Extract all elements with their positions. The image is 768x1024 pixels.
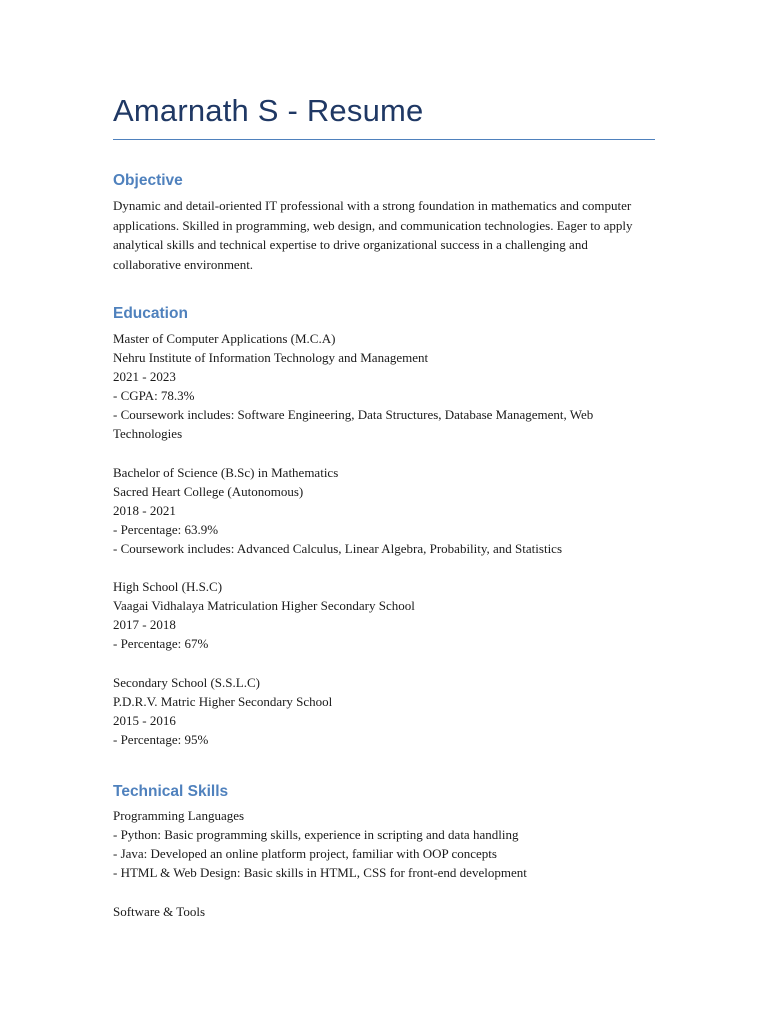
mca-score: - CGPA: 78.3% <box>113 388 195 403</box>
skills-heading: Technical Skills <box>113 783 229 800</box>
hsc-degree: High School (H.S.C) <box>113 579 223 594</box>
hsc-score: - Percentage: 67% <box>113 636 209 651</box>
bsc-institution: Sacred Heart College (Autonomous) <box>113 484 304 499</box>
skill-html: - HTML & Web Design: Basic skills in HTML, CSS for front-end development <box>113 865 527 880</box>
bsc-years: 2018 - 2021 <box>113 503 176 518</box>
objective-heading: Objective <box>113 172 183 189</box>
mca-years: 2021 - 2023 <box>113 369 176 384</box>
sslc-institution: P.D.R.V. Matric Higher Secondary School <box>113 694 333 709</box>
bsc-score: - Percentage: 63.9% <box>113 522 219 537</box>
mca-coursework: - Coursework includes: Software Engineering, Data Structures, Database Management, Web Technologies <box>113 407 594 441</box>
hsc-institution: Vaagai Vidhalaya Matriculation Higher Secondary School <box>113 598 415 613</box>
sslc-score: - Percentage: 95% <box>113 732 209 747</box>
bsc-coursework: - Coursework includes: Advanced Calculus, Linear Algebra, Probability, and Statistics <box>113 541 563 556</box>
page-title: Amarnath S - Resume <box>113 93 424 128</box>
education-heading: Education <box>113 305 188 322</box>
title-divider <box>113 139 655 140</box>
sslc-degree: Secondary School (S.S.L.C) <box>113 675 260 690</box>
mca-degree: Master of Computer Applications (M.C.A) <box>113 331 336 346</box>
sslc-years: 2015 - 2016 <box>113 713 176 728</box>
skill-java: - Java: Developed an online platform project, familiar with OOP concepts <box>113 846 497 861</box>
mca-institution: Nehru Institute of Information Technology and Management <box>113 350 429 365</box>
bsc-degree: Bachelor of Science (B.Sc) in Mathematics <box>113 465 339 480</box>
hsc-years: 2017 - 2018 <box>113 617 176 632</box>
programming-languages-label: Programming Languages <box>113 808 245 823</box>
skill-python: - Python: Basic programming skills, experience in scripting and data handling <box>113 827 519 842</box>
objective-text: Dynamic and detail-oriented IT professional with a strong foundation in mathematics and computer applications. Skilled in programming, web design, and communication technologies. Eager to apply analytical skills and technical expertise to drive organizational success in a challenging and collaborative environment. <box>113 198 633 272</box>
software-tools-label: Software & Tools <box>113 904 206 919</box>
